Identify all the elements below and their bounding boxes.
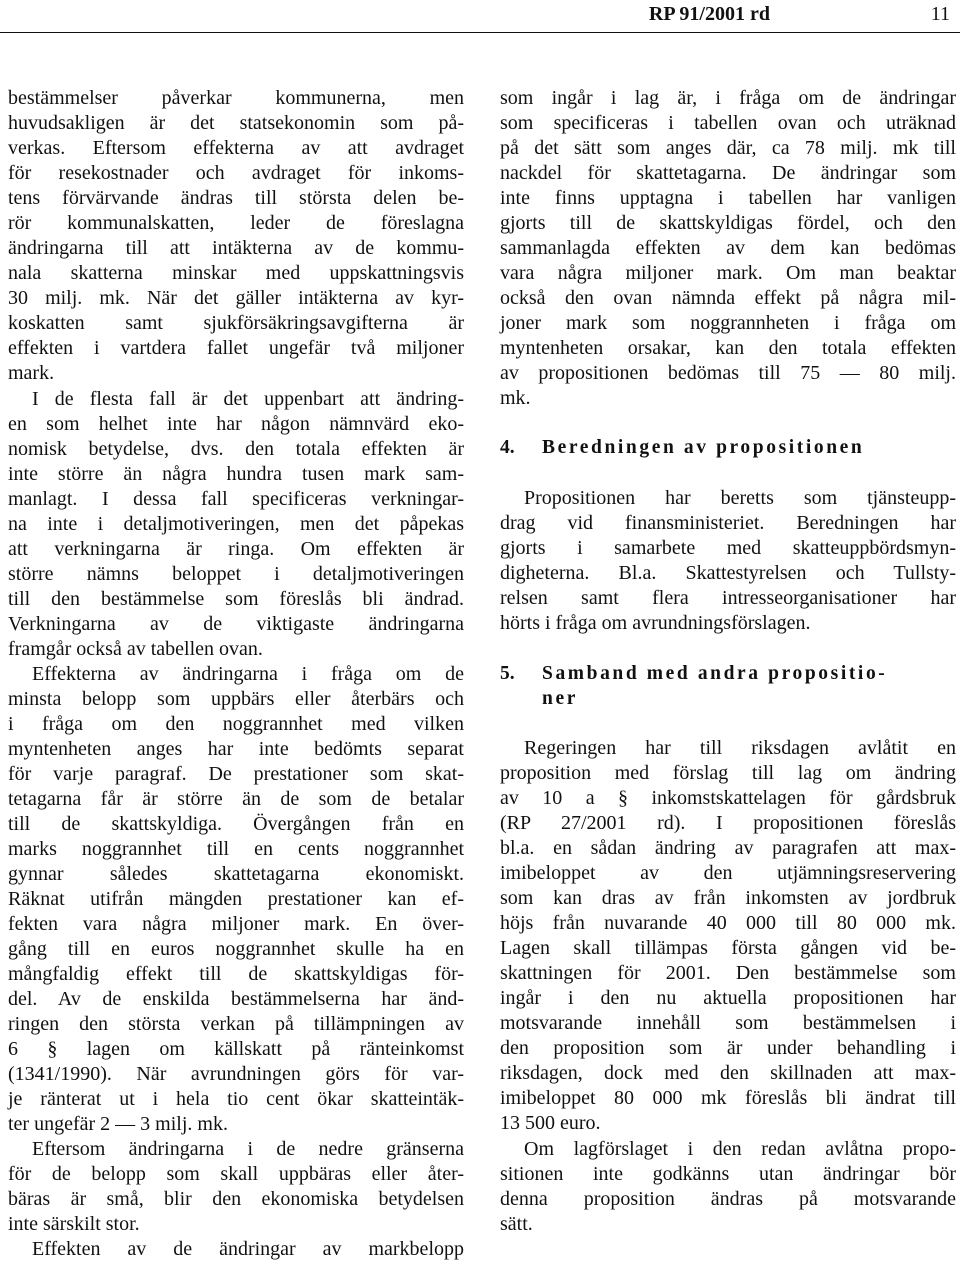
text-line: höjs från nuvarande 40 000 till 80 000 mk.	[500, 912, 956, 934]
text-line: tetagarna får är större än de som de betalar	[8, 788, 464, 810]
text-line: hörts i fråga om avrundningsförslagen.	[500, 612, 811, 634]
text-line: motsvarande innehåll som bestämmelsen i	[500, 1012, 956, 1034]
text-line: effekten i vartdera fallet ungefär två miljoner	[8, 337, 464, 359]
text-line: tens förvärvande ändras till största delen be-	[8, 187, 464, 209]
text-line: imibeloppet 80 000 mk föreslås bli ändrat till	[500, 1087, 956, 1109]
section-title: Beredningen av propositionen	[542, 437, 865, 458]
text-line: gynnar således skattetagarna ekonomiskt.	[8, 863, 464, 885]
text-line: 6 § lagen om källskatt på ränteinkomst	[8, 1038, 464, 1060]
text-line: del. Av de enskilda bestämmelserna har änd-	[8, 988, 464, 1010]
text-line: nackdel för skattetagarna. De ändringar som	[500, 162, 956, 184]
text-line: sitionen inte godkänns utan ändringar bör	[500, 1163, 956, 1185]
text-line: till den bestämmelse som föreslås bli ändrad.	[8, 588, 464, 610]
text-line: Räknat utifrån mängden prestationer kan ef-	[8, 888, 464, 910]
text-line: i fråga om den noggrannhet med vilken	[8, 713, 464, 735]
text-line: drag vid finansministeriet. Beredningen har	[500, 512, 956, 534]
document-id: RP 91/2001 rd	[648, 3, 770, 25]
section-heading-4	[500, 434, 956, 462]
text-line: Om lagförslaget i den redan avlåtna propo-	[524, 1138, 956, 1160]
text-line: sammanlagda effekten av dem kan bedömas	[500, 237, 956, 259]
section-title-continued: ner	[542, 688, 578, 709]
text-line: ter ungefär 2 — 3 milj. mk.	[8, 1113, 228, 1135]
text-line: Lagen skall tillämpas första gången vid be-	[500, 937, 956, 959]
text-line: ingår i den nu aktuella propositionen har	[500, 987, 956, 1009]
text-line: riksdagen, dock med den skillnaden att max-	[500, 1062, 956, 1084]
text-line: myntenheten anges har inte bedömts separat	[8, 738, 464, 760]
text-line: av 10 a § inkomstskattelagen för gårdsbruk	[500, 787, 956, 809]
text-line: inte särskilt stor.	[8, 1213, 140, 1235]
page-number: 11	[930, 3, 950, 25]
text-line: mk.	[500, 387, 531, 409]
text-line: 13 500 euro.	[500, 1112, 601, 1134]
text-line: som kan dras av från inkomsten av jordbruk	[500, 887, 956, 909]
text-line: koskatten samt sjukförsäkringsavgifterna är	[8, 312, 464, 334]
text-line: den proposition som är under behandling i	[500, 1037, 956, 1059]
text-line: verkas. Eftersom effekterna av att avdraget	[8, 137, 464, 159]
section-number: 5.	[500, 663, 515, 684]
section-heading-5	[500, 660, 956, 688]
text-line: gjorts till de skattskyldigas fördel, och den	[500, 212, 956, 234]
text-line: na inte i detaljmotiveringen, men det påpekas	[8, 513, 464, 535]
text-line: en som helhet inte har någon nämnvärd eko-	[8, 413, 464, 435]
text-line: huvudsakligen är det statsekonomin som på-	[8, 112, 464, 134]
text-line: Effekten av de ändringar av markbelopp	[32, 1238, 464, 1260]
text-line: att verkningarna är ringa. Om effekten är	[8, 538, 464, 560]
text-line: skattningen för 2001. Den bestämmelse som	[500, 962, 956, 984]
text-line: framgår också av tabellen ovan.	[8, 638, 263, 660]
text-line: sätt.	[500, 1213, 533, 1235]
text-line: bestämmelser påverkar kommunerna, men	[8, 87, 464, 109]
text-line: relsen samt flera intresseorganisationer har	[500, 587, 956, 609]
text-line: minsta belopp som uppbärs eller återbärs och	[8, 688, 464, 710]
text-line: på det sätt som anges där, ca 78 milj. mk till	[500, 137, 956, 159]
section-title: Samband med andra propositio-	[542, 663, 888, 684]
text-line: för varje paragraf. De prestationer som skat-	[8, 763, 464, 785]
text-line: ändringarna till att intäkterna av de kommu-	[8, 237, 464, 259]
text-line: också den ovan nämnda effekt på några mil-	[500, 287, 956, 309]
text-line: ringen den största verkan på tillämpningen av	[8, 1013, 464, 1035]
text-line: vara några miljoner mark. Om man beaktar	[500, 262, 956, 284]
text-line: bäras är små, blir den ekonomiska betydelsen	[8, 1188, 464, 1210]
text-line: större nämns beloppet i detaljmotiveringen	[8, 563, 464, 585]
text-line: gång till en euros noggrannhet skulle ha en	[8, 938, 464, 960]
text-line: je ränterat ut i hela tio cent ökar skatteintäk-	[8, 1088, 464, 1110]
text-line: nomisk betydelse, dvs. den totala effekten är	[8, 438, 464, 460]
text-line: inte större än några hundra tusen mark sam-	[8, 463, 464, 485]
text-line: som ingår i lag är, i fråga om de ändringar	[500, 87, 956, 109]
section-heading-5-continued	[500, 685, 956, 713]
text-line: Effekterna av ändringarna i fråga om de	[32, 663, 464, 685]
text-line: mångfaldig effekt till de skattskyldigas för-	[8, 963, 464, 985]
left-column	[8, 0, 464, 1267]
text-line: fekten vara några miljoner mark. En över-	[8, 913, 464, 935]
text-line: nala skatterna minskar med uppskattningsvis	[8, 262, 464, 284]
text-line: myntenheten orsakar, kan den totala effekten	[500, 337, 956, 359]
text-line: rör kommunalskatten, leder de föreslagna	[8, 212, 464, 234]
text-line: av propositionen bedömas till 75 — 80 milj.	[500, 362, 956, 384]
text-line: (RP 27/2001 rd). I propositionen föreslås	[500, 812, 956, 834]
text-line: digheterna. Bl.a. Skattestyrelsen och Tullsty-	[500, 562, 956, 584]
text-line: som specificeras i tabellen ovan och uträknad	[500, 112, 956, 134]
text-line: för resekostnader och avdraget för inkoms-	[8, 162, 464, 184]
text-line: proposition med förslag till lag om ändring	[500, 762, 956, 784]
text-line: imibeloppet av den utjämningsreservering	[500, 862, 956, 884]
text-line: bl.a. en sådan ändring av paragrafen att max-	[500, 837, 956, 859]
text-line: marks noggrannhet till en cents noggrannhet	[8, 838, 464, 860]
text-line: mark.	[8, 362, 55, 384]
text-line: till de skattskyldiga. Övergången från en	[8, 813, 464, 835]
text-line: I de flesta fall är det uppenbart att ändring-	[32, 388, 464, 410]
text-line: (1341/1990). När avrundningen görs för var-	[8, 1063, 464, 1085]
text-line: Regeringen har till riksdagen avlåtit en	[524, 737, 956, 759]
text-line: för de belopp som skall uppbäras eller åter-	[8, 1163, 464, 1185]
text-line: joner mark som noggrannheten i fråga om	[500, 312, 956, 334]
text-line: inte finns upptagna i tabellen har vanligen	[500, 187, 956, 209]
text-line: manlagt. I dessa fall specificeras verkningar-	[8, 488, 464, 510]
text-line: gjorts i samarbete med skatteuppbördsmyn-	[500, 537, 956, 559]
section-number: 4.	[500, 437, 515, 458]
text-line: 30 milj. mk. När det gäller intäkterna av kyr-	[8, 287, 464, 309]
text-line: denna proposition ändras på motsvarande	[500, 1188, 956, 1210]
right-column	[500, 0, 956, 1267]
text-line: Eftersom ändringarna i de nedre gränserna	[32, 1138, 464, 1160]
text-line: Verkningarna av de viktigaste ändringarna	[8, 613, 464, 635]
text-line: Propositionen har beretts som tjänsteupp-	[524, 487, 956, 509]
